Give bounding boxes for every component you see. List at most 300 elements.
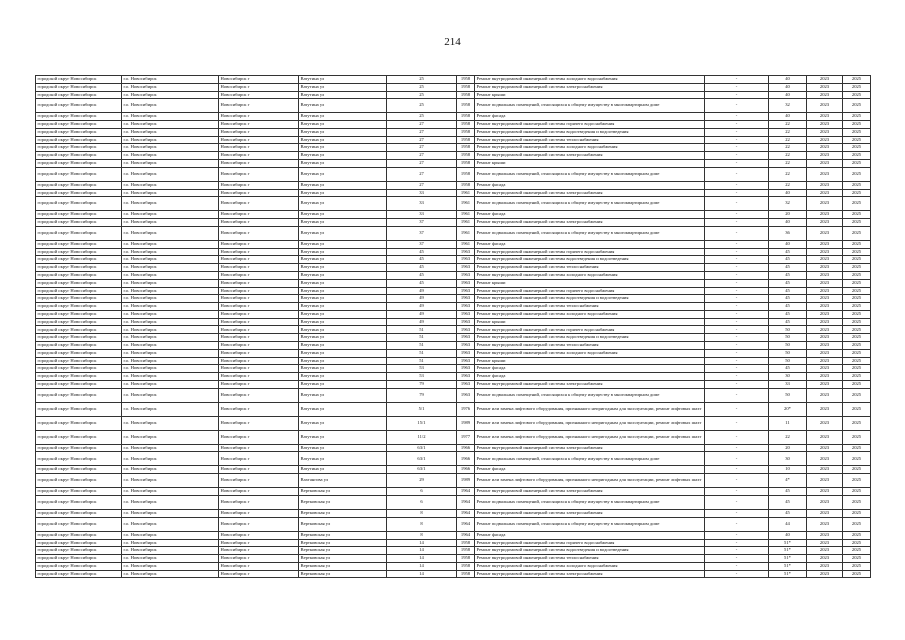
cell-house-number: 49 bbox=[387, 303, 457, 311]
cell-municipality: городской округ Новосибирск bbox=[36, 416, 122, 430]
cell-value: 32 bbox=[769, 99, 807, 113]
cell-municipal-district: г.о. Новосибирск bbox=[122, 562, 219, 570]
cell-work-type: Ремонт внутридомовой инженерной системы водоотведения и водоотведения bbox=[475, 547, 705, 555]
cell-work-type: Ремонт внутридомовой инженерной системы теплоснабжения bbox=[475, 555, 705, 563]
cell-year-to: 2025 bbox=[843, 181, 871, 189]
cell-year-from: 2023 bbox=[807, 160, 843, 168]
table-row bbox=[36, 452, 871, 466]
cell-settlement: Новосибирск г bbox=[219, 466, 299, 474]
cell-street: Ватутина ул bbox=[299, 83, 387, 91]
cell-settlement: Новосибирск г bbox=[219, 555, 299, 563]
table-row bbox=[36, 303, 871, 311]
cell-house-number: 27 bbox=[387, 136, 457, 144]
cell-year-from: 2023 bbox=[807, 373, 843, 381]
cell-year-from: 2023 bbox=[807, 349, 843, 357]
table-row bbox=[36, 91, 871, 99]
cell-municipality: городской округ Новосибирск bbox=[36, 197, 122, 211]
cell-settlement: Новосибирск г bbox=[219, 226, 299, 240]
cell-house-number: 49 bbox=[387, 287, 457, 295]
table-row bbox=[36, 152, 871, 160]
cell-dash: - bbox=[705, 373, 769, 381]
cell-year-to: 2025 bbox=[843, 91, 871, 99]
cell-municipality: городской округ Новосибирск bbox=[36, 488, 122, 496]
cell-municipality: городской округ Новосибирск bbox=[36, 152, 122, 160]
cell-house-number: 63/1 bbox=[387, 444, 457, 452]
cell-dash: - bbox=[705, 136, 769, 144]
cell-year-to: 2025 bbox=[843, 570, 871, 578]
cell-municipality: городской округ Новосибирск bbox=[36, 466, 122, 474]
cell-year-from: 2023 bbox=[807, 303, 843, 311]
cell-municipal-district: г.о. Новосибирск bbox=[122, 517, 219, 531]
cell-year-built: 1963 bbox=[457, 318, 475, 326]
cell-year-built: 1958 bbox=[457, 128, 475, 136]
cell-municipality: городской округ Новосибирск bbox=[36, 547, 122, 555]
cell-value: 45 bbox=[769, 264, 807, 272]
cell-work-type: Ремонт или замена лифтового оборудования, признанного непригодным для эксплуатации, ремонт лифтовых шахт bbox=[475, 474, 705, 488]
cell-house-number: 5/1 bbox=[387, 402, 457, 416]
cell-dash: - bbox=[705, 495, 769, 509]
cell-municipal-district: г.о. Новосибирск bbox=[122, 509, 219, 517]
cell-street: Вертковская ул bbox=[299, 547, 387, 555]
cell-municipality: городской округ Новосибирск bbox=[36, 562, 122, 570]
cell-municipal-district: г.о. Новосибирск bbox=[122, 555, 219, 563]
table-row bbox=[36, 121, 871, 129]
cell-dash: - bbox=[705, 509, 769, 517]
cell-street: Ватутина ул bbox=[299, 357, 387, 365]
table-row bbox=[36, 555, 871, 563]
cell-house-number: 33 bbox=[387, 189, 457, 197]
table-row bbox=[36, 136, 871, 144]
cell-municipal-district: г.о. Новосибирск bbox=[122, 136, 219, 144]
cell-work-type: Ремонт подвальных помещений, относящихся к общему имуществу в многоквартирном доме bbox=[475, 452, 705, 466]
cell-value: 40 bbox=[769, 219, 807, 227]
cell-value: 40 bbox=[769, 91, 807, 99]
cell-municipal-district: г.о. Новосибирск bbox=[122, 181, 219, 189]
cell-year-built: 1958 bbox=[457, 136, 475, 144]
cell-dash: - bbox=[705, 272, 769, 280]
cell-street: Ватутина ул bbox=[299, 219, 387, 227]
cell-year-from: 2023 bbox=[807, 509, 843, 517]
table-body bbox=[36, 76, 871, 578]
cell-dash: - bbox=[705, 226, 769, 240]
cell-street: Ватутина ул bbox=[299, 444, 387, 452]
cell-year-built: 1958 bbox=[457, 91, 475, 99]
page-number: 214 bbox=[444, 36, 461, 48]
cell-municipal-district: г.о. Новосибирск bbox=[122, 128, 219, 136]
table-row bbox=[36, 539, 871, 547]
cell-dash: - bbox=[705, 152, 769, 160]
cell-house-number: 25 bbox=[387, 99, 457, 113]
cell-year-built: 1961 bbox=[457, 219, 475, 227]
cell-work-type: Ремонт внутридомовой инженерной системы электроснабжения bbox=[475, 219, 705, 227]
cell-settlement: Новосибирск г bbox=[219, 547, 299, 555]
cell-work-type: Ремонт крыши bbox=[475, 318, 705, 326]
cell-house-number: 63/1 bbox=[387, 466, 457, 474]
cell-work-type: Ремонт внутридомовой инженерной системы водоотведения и водоотведения bbox=[475, 334, 705, 342]
cell-settlement: Новосибирск г bbox=[219, 287, 299, 295]
cell-municipality: городской округ Новосибирск bbox=[36, 226, 122, 240]
cell-work-type: Ремонт подвальных помещений, относящихся к общему имуществу в многоквартирном доме bbox=[475, 495, 705, 509]
cell-settlement: Новосибирск г bbox=[219, 416, 299, 430]
cell-year-to: 2025 bbox=[843, 452, 871, 466]
cell-street: Ватутина ул bbox=[299, 240, 387, 248]
cell-settlement: Новосибирск г bbox=[219, 380, 299, 388]
cell-house-number: 45 bbox=[387, 272, 457, 280]
cell-work-type: Ремонт внутридомовой инженерной системы электроснабжения bbox=[475, 570, 705, 578]
cell-year-to: 2025 bbox=[843, 495, 871, 509]
cell-municipality: городской округ Новосибирск bbox=[36, 128, 122, 136]
cell-settlement: Новосибирск г bbox=[219, 83, 299, 91]
cell-municipal-district: г.о. Новосибирск bbox=[122, 279, 219, 287]
table-row bbox=[36, 256, 871, 264]
cell-house-number: 79 bbox=[387, 380, 457, 388]
cell-year-built: 1963 bbox=[457, 303, 475, 311]
cell-settlement: Новосибирск г bbox=[219, 295, 299, 303]
cell-year-to: 2025 bbox=[843, 380, 871, 388]
cell-municipal-district: г.о. Новосибирск bbox=[122, 342, 219, 350]
cell-value: 45 bbox=[769, 495, 807, 509]
cell-municipality: городской округ Новосибирск bbox=[36, 264, 122, 272]
cell-year-from: 2023 bbox=[807, 488, 843, 496]
cell-settlement: Новосибирск г bbox=[219, 444, 299, 452]
cell-year-built: 1976 bbox=[457, 402, 475, 416]
cell-municipal-district: г.о. Новосибирск bbox=[122, 76, 219, 84]
cell-municipality: городской округ Новосибирск bbox=[36, 380, 122, 388]
cell-street: Ватутина ул bbox=[299, 189, 387, 197]
cell-dash: - bbox=[705, 287, 769, 295]
cell-municipal-district: г.о. Новосибирск bbox=[122, 189, 219, 197]
cell-street: Ватутина ул bbox=[299, 318, 387, 326]
cell-settlement: Новосибирск г bbox=[219, 211, 299, 219]
cell-municipal-district: г.о. Новосибирск bbox=[122, 326, 219, 334]
cell-work-type: Ремонт внутридомовой инженерной системы теплоснабжения bbox=[475, 264, 705, 272]
cell-municipal-district: г.о. Новосибирск bbox=[122, 531, 219, 539]
cell-municipal-district: г.о. Новосибирск bbox=[122, 287, 219, 295]
cell-house-number: 79 bbox=[387, 388, 457, 402]
cell-year-to: 2025 bbox=[843, 303, 871, 311]
cell-house-number: 51 bbox=[387, 357, 457, 365]
cell-house-number: 25 bbox=[387, 91, 457, 99]
cell-house-number: 14 bbox=[387, 562, 457, 570]
cell-settlement: Новосибирск г bbox=[219, 357, 299, 365]
cell-work-type: Ремонт внутридомовой инженерной системы электроснабжения bbox=[475, 189, 705, 197]
cell-municipality: городской округ Новосибирск bbox=[36, 76, 122, 84]
table-row bbox=[36, 144, 871, 152]
cell-settlement: Новосибирск г bbox=[219, 219, 299, 227]
cell-street: Ватутина ул bbox=[299, 342, 387, 350]
cell-municipality: городской округ Новосибирск bbox=[36, 365, 122, 373]
cell-municipal-district: г.о. Новосибирск bbox=[122, 144, 219, 152]
cell-municipality: городской округ Новосибирск bbox=[36, 555, 122, 563]
cell-work-type: Ремонт внутридомовой инженерной системы горячего водоснабжения bbox=[475, 539, 705, 547]
cell-year-to: 2025 bbox=[843, 160, 871, 168]
cell-municipal-district: г.о. Новосибирск bbox=[122, 99, 219, 113]
cell-value: 20 bbox=[769, 211, 807, 219]
cell-year-from: 2023 bbox=[807, 264, 843, 272]
cell-municipal-district: г.о. Новосибирск bbox=[122, 570, 219, 578]
cell-dash: - bbox=[705, 365, 769, 373]
cell-year-built: 1963 bbox=[457, 365, 475, 373]
cell-dash: - bbox=[705, 318, 769, 326]
cell-year-from: 2023 bbox=[807, 219, 843, 227]
cell-street: Вертковская ул bbox=[299, 517, 387, 531]
table-row bbox=[36, 248, 871, 256]
cell-year-built: 1963 bbox=[457, 272, 475, 280]
cell-house-number: 14 bbox=[387, 570, 457, 578]
cell-settlement: Новосибирск г bbox=[219, 334, 299, 342]
cell-year-built: 1961 bbox=[457, 211, 475, 219]
cell-work-type: Ремонт подвальных помещений, относящихся к общему имуществу в многоквартирном доме bbox=[475, 517, 705, 531]
cell-year-to: 2025 bbox=[843, 279, 871, 287]
cell-house-number: 45 bbox=[387, 248, 457, 256]
cell-work-type: Ремонт внутридомовой инженерной системы электроснабжения bbox=[475, 83, 705, 91]
cell-year-to: 2025 bbox=[843, 416, 871, 430]
cell-settlement: Новосибирск г bbox=[219, 144, 299, 152]
cell-year-built: 1966 bbox=[457, 452, 475, 466]
cell-street: Ватутина ул bbox=[299, 144, 387, 152]
cell-street: Ватутина ул bbox=[299, 99, 387, 113]
cell-street: Ватутина ул bbox=[299, 287, 387, 295]
cell-year-built: 1963 bbox=[457, 349, 475, 357]
table-row bbox=[36, 380, 871, 388]
cell-dash: - bbox=[705, 76, 769, 84]
cell-street: Вертковская ул bbox=[299, 495, 387, 509]
table-row bbox=[36, 517, 871, 531]
cell-municipality: городской округ Новосибирск bbox=[36, 287, 122, 295]
cell-street: Ватутина ул bbox=[299, 452, 387, 466]
cell-year-from: 2023 bbox=[807, 531, 843, 539]
cell-house-number: 37 bbox=[387, 240, 457, 248]
cell-dash: - bbox=[705, 303, 769, 311]
table-row bbox=[36, 495, 871, 509]
cell-value: 32 bbox=[769, 197, 807, 211]
cell-municipality: городской округ Новосибирск bbox=[36, 136, 122, 144]
cell-municipal-district: г.о. Новосибирск bbox=[122, 466, 219, 474]
cell-house-number: 63/1 bbox=[387, 452, 457, 466]
cell-year-to: 2025 bbox=[843, 466, 871, 474]
cell-value: 22 bbox=[769, 181, 807, 189]
cell-dash: - bbox=[705, 197, 769, 211]
cell-work-type: Ремонт внутридомовой инженерной системы горячего водоснабжения bbox=[475, 326, 705, 334]
cell-year-built: 1963 bbox=[457, 373, 475, 381]
cell-work-type: Ремонт фасада bbox=[475, 365, 705, 373]
cell-dash: - bbox=[705, 181, 769, 189]
cell-settlement: Новосибирск г bbox=[219, 152, 299, 160]
cell-year-to: 2025 bbox=[843, 326, 871, 334]
cell-value: 50 bbox=[769, 326, 807, 334]
cell-municipal-district: г.о. Новосибирск bbox=[122, 152, 219, 160]
cell-street: Ватутина ул bbox=[299, 334, 387, 342]
cell-street: Ватутина ул bbox=[299, 264, 387, 272]
cell-house-number: 37 bbox=[387, 219, 457, 227]
cell-year-built: 1989 bbox=[457, 416, 475, 430]
cell-work-type: Ремонт фасада bbox=[475, 531, 705, 539]
cell-dash: - bbox=[705, 264, 769, 272]
cell-house-number: 27 bbox=[387, 121, 457, 129]
cell-value: 40 bbox=[769, 76, 807, 84]
cell-street: Ватутина ул bbox=[299, 326, 387, 334]
cell-year-built: 1961 bbox=[457, 189, 475, 197]
cell-street: Ватутина ул bbox=[299, 466, 387, 474]
cell-work-type: Ремонт подвальных помещений, относящихся к общему имуществу в многоквартирном доме bbox=[475, 99, 705, 113]
cell-work-type: Ремонт фасада bbox=[475, 113, 705, 121]
cell-municipal-district: г.о. Новосибирск bbox=[122, 272, 219, 280]
cell-street: Ватутина ул bbox=[299, 160, 387, 168]
cell-municipality: городской округ Новосибирск bbox=[36, 272, 122, 280]
cell-dash: - bbox=[705, 531, 769, 539]
capital-repair-table bbox=[35, 75, 871, 578]
cell-settlement: Новосибирск г bbox=[219, 474, 299, 488]
cell-year-from: 2023 bbox=[807, 99, 843, 113]
cell-year-to: 2025 bbox=[843, 99, 871, 113]
cell-settlement: Новосибирск г bbox=[219, 160, 299, 168]
cell-value: 22 bbox=[769, 167, 807, 181]
cell-street: Ватутина ул bbox=[299, 211, 387, 219]
cell-year-from: 2023 bbox=[807, 211, 843, 219]
cell-dash: - bbox=[705, 219, 769, 227]
cell-municipal-district: г.о. Новосибирск bbox=[122, 452, 219, 466]
table-row bbox=[36, 365, 871, 373]
cell-year-from: 2023 bbox=[807, 342, 843, 350]
cell-work-type: Ремонт подвальных помещений, относящихся к общему имуществу в многоквартирном доме bbox=[475, 167, 705, 181]
cell-street: Вертковская ул bbox=[299, 562, 387, 570]
table-row bbox=[36, 310, 871, 318]
cell-municipality: городской округ Новосибирск bbox=[36, 444, 122, 452]
cell-settlement: Новосибирск г bbox=[219, 248, 299, 256]
cell-year-to: 2025 bbox=[843, 547, 871, 555]
cell-municipality: городской округ Новосибирск bbox=[36, 349, 122, 357]
cell-street: Ватутина ул bbox=[299, 128, 387, 136]
capital-repair-table-container bbox=[35, 75, 870, 578]
cell-municipal-district: г.о. Новосибирск bbox=[122, 160, 219, 168]
cell-municipality: городской округ Новосибирск bbox=[36, 334, 122, 342]
table-row bbox=[36, 219, 871, 227]
cell-municipal-district: г.о. Новосибирск bbox=[122, 83, 219, 91]
cell-house-number: 45 bbox=[387, 264, 457, 272]
cell-year-to: 2025 bbox=[843, 310, 871, 318]
cell-year-from: 2023 bbox=[807, 113, 843, 121]
cell-house-number: 37 bbox=[387, 226, 457, 240]
cell-work-type: Ремонт крыши bbox=[475, 160, 705, 168]
cell-house-number: 51 bbox=[387, 326, 457, 334]
cell-house-number: 45 bbox=[387, 279, 457, 287]
cell-value: 22 bbox=[769, 128, 807, 136]
cell-municipality: городской округ Новосибирск bbox=[36, 402, 122, 416]
cell-year-to: 2025 bbox=[843, 349, 871, 357]
cell-dash: - bbox=[705, 128, 769, 136]
cell-year-built: 1963 bbox=[457, 279, 475, 287]
cell-municipality: городской округ Новосибирск bbox=[36, 160, 122, 168]
cell-municipality: городской округ Новосибирск bbox=[36, 113, 122, 121]
cell-year-from: 2023 bbox=[807, 189, 843, 197]
cell-municipal-district: г.о. Новосибирск bbox=[122, 380, 219, 388]
cell-street: Ватутина ул bbox=[299, 167, 387, 181]
table-row bbox=[36, 488, 871, 496]
cell-house-number: 51 bbox=[387, 342, 457, 350]
cell-year-from: 2023 bbox=[807, 152, 843, 160]
cell-work-type: Ремонт крыши bbox=[475, 91, 705, 99]
cell-year-built: 1961 bbox=[457, 226, 475, 240]
table-row bbox=[36, 226, 871, 240]
cell-street: Ватутина ул bbox=[299, 256, 387, 264]
cell-municipal-district: г.о. Новосибирск bbox=[122, 474, 219, 488]
cell-dash: - bbox=[705, 547, 769, 555]
cell-municipal-district: г.о. Новосибирск bbox=[122, 264, 219, 272]
cell-municipal-district: г.о. Новосибирск bbox=[122, 167, 219, 181]
cell-dash: - bbox=[705, 240, 769, 248]
cell-value: 22 bbox=[769, 160, 807, 168]
cell-house-number: 33 bbox=[387, 197, 457, 211]
cell-house-number: 27 bbox=[387, 160, 457, 168]
table-row bbox=[36, 160, 871, 168]
cell-settlement: Новосибирск г bbox=[219, 310, 299, 318]
cell-year-built: 1958 bbox=[457, 83, 475, 91]
cell-work-type: Ремонт подвальных помещений, относящихся к общему имуществу в многоквартирном доме bbox=[475, 388, 705, 402]
cell-dash: - bbox=[705, 430, 769, 444]
cell-value: 33 bbox=[769, 380, 807, 388]
table-row bbox=[36, 547, 871, 555]
cell-year-built: 1958 bbox=[457, 121, 475, 129]
cell-value: 45 bbox=[769, 248, 807, 256]
cell-municipal-district: г.о. Новосибирск bbox=[122, 444, 219, 452]
cell-street: Вертковская ул bbox=[299, 488, 387, 496]
cell-settlement: Новосибирск г bbox=[219, 318, 299, 326]
cell-municipality: городской округ Новосибирск bbox=[36, 303, 122, 311]
cell-dash: - bbox=[705, 99, 769, 113]
cell-house-number: 14 bbox=[387, 539, 457, 547]
cell-dash: - bbox=[705, 326, 769, 334]
cell-settlement: Новосибирск г bbox=[219, 167, 299, 181]
cell-house-number: 51 bbox=[387, 334, 457, 342]
cell-year-built: 1963 bbox=[457, 380, 475, 388]
cell-value: 4* bbox=[769, 474, 807, 488]
cell-municipality: городской округ Новосибирск bbox=[36, 452, 122, 466]
cell-year-to: 2025 bbox=[843, 197, 871, 211]
cell-year-built: 1963 bbox=[457, 326, 475, 334]
cell-dash: - bbox=[705, 349, 769, 357]
cell-work-type: Ремонт внутридомовой инженерной системы теплоснабжения bbox=[475, 303, 705, 311]
cell-year-to: 2025 bbox=[843, 189, 871, 197]
cell-year-to: 2025 bbox=[843, 226, 871, 240]
cell-year-built: 1958 bbox=[457, 76, 475, 84]
cell-work-type: Ремонт внутридомовой инженерной системы холодного водоснабжения bbox=[475, 349, 705, 357]
cell-dash: - bbox=[705, 357, 769, 365]
table-row bbox=[36, 197, 871, 211]
cell-value: 45 bbox=[769, 287, 807, 295]
cell-work-type: Ремонт внутридомовой инженерной системы горячего водоснабжения bbox=[475, 248, 705, 256]
cell-municipality: городской округ Новосибирск bbox=[36, 474, 122, 488]
cell-dash: - bbox=[705, 91, 769, 99]
cell-house-number: 27 bbox=[387, 152, 457, 160]
cell-year-to: 2025 bbox=[843, 562, 871, 570]
cell-year-built: 1958 bbox=[457, 144, 475, 152]
cell-year-to: 2025 bbox=[843, 444, 871, 452]
cell-year-to: 2025 bbox=[843, 113, 871, 121]
cell-municipal-district: г.о. Новосибирск bbox=[122, 334, 219, 342]
cell-value: 44 bbox=[769, 517, 807, 531]
cell-settlement: Новосибирск г bbox=[219, 197, 299, 211]
cell-work-type: Ремонт внутридомовой инженерной системы холодного водоснабжения bbox=[475, 310, 705, 318]
cell-street: Ватутина ул bbox=[299, 295, 387, 303]
cell-municipality: городской округ Новосибирск bbox=[36, 189, 122, 197]
cell-municipality: городской округ Новосибирск bbox=[36, 531, 122, 539]
cell-value: 30 bbox=[769, 452, 807, 466]
cell-house-number: 25 bbox=[387, 83, 457, 91]
cell-work-type: Ремонт подвальных помещений, относящихся к общему имуществу в многоквартирном доме bbox=[475, 197, 705, 211]
cell-year-from: 2023 bbox=[807, 256, 843, 264]
cell-dash: - bbox=[705, 452, 769, 466]
cell-year-from: 2023 bbox=[807, 287, 843, 295]
